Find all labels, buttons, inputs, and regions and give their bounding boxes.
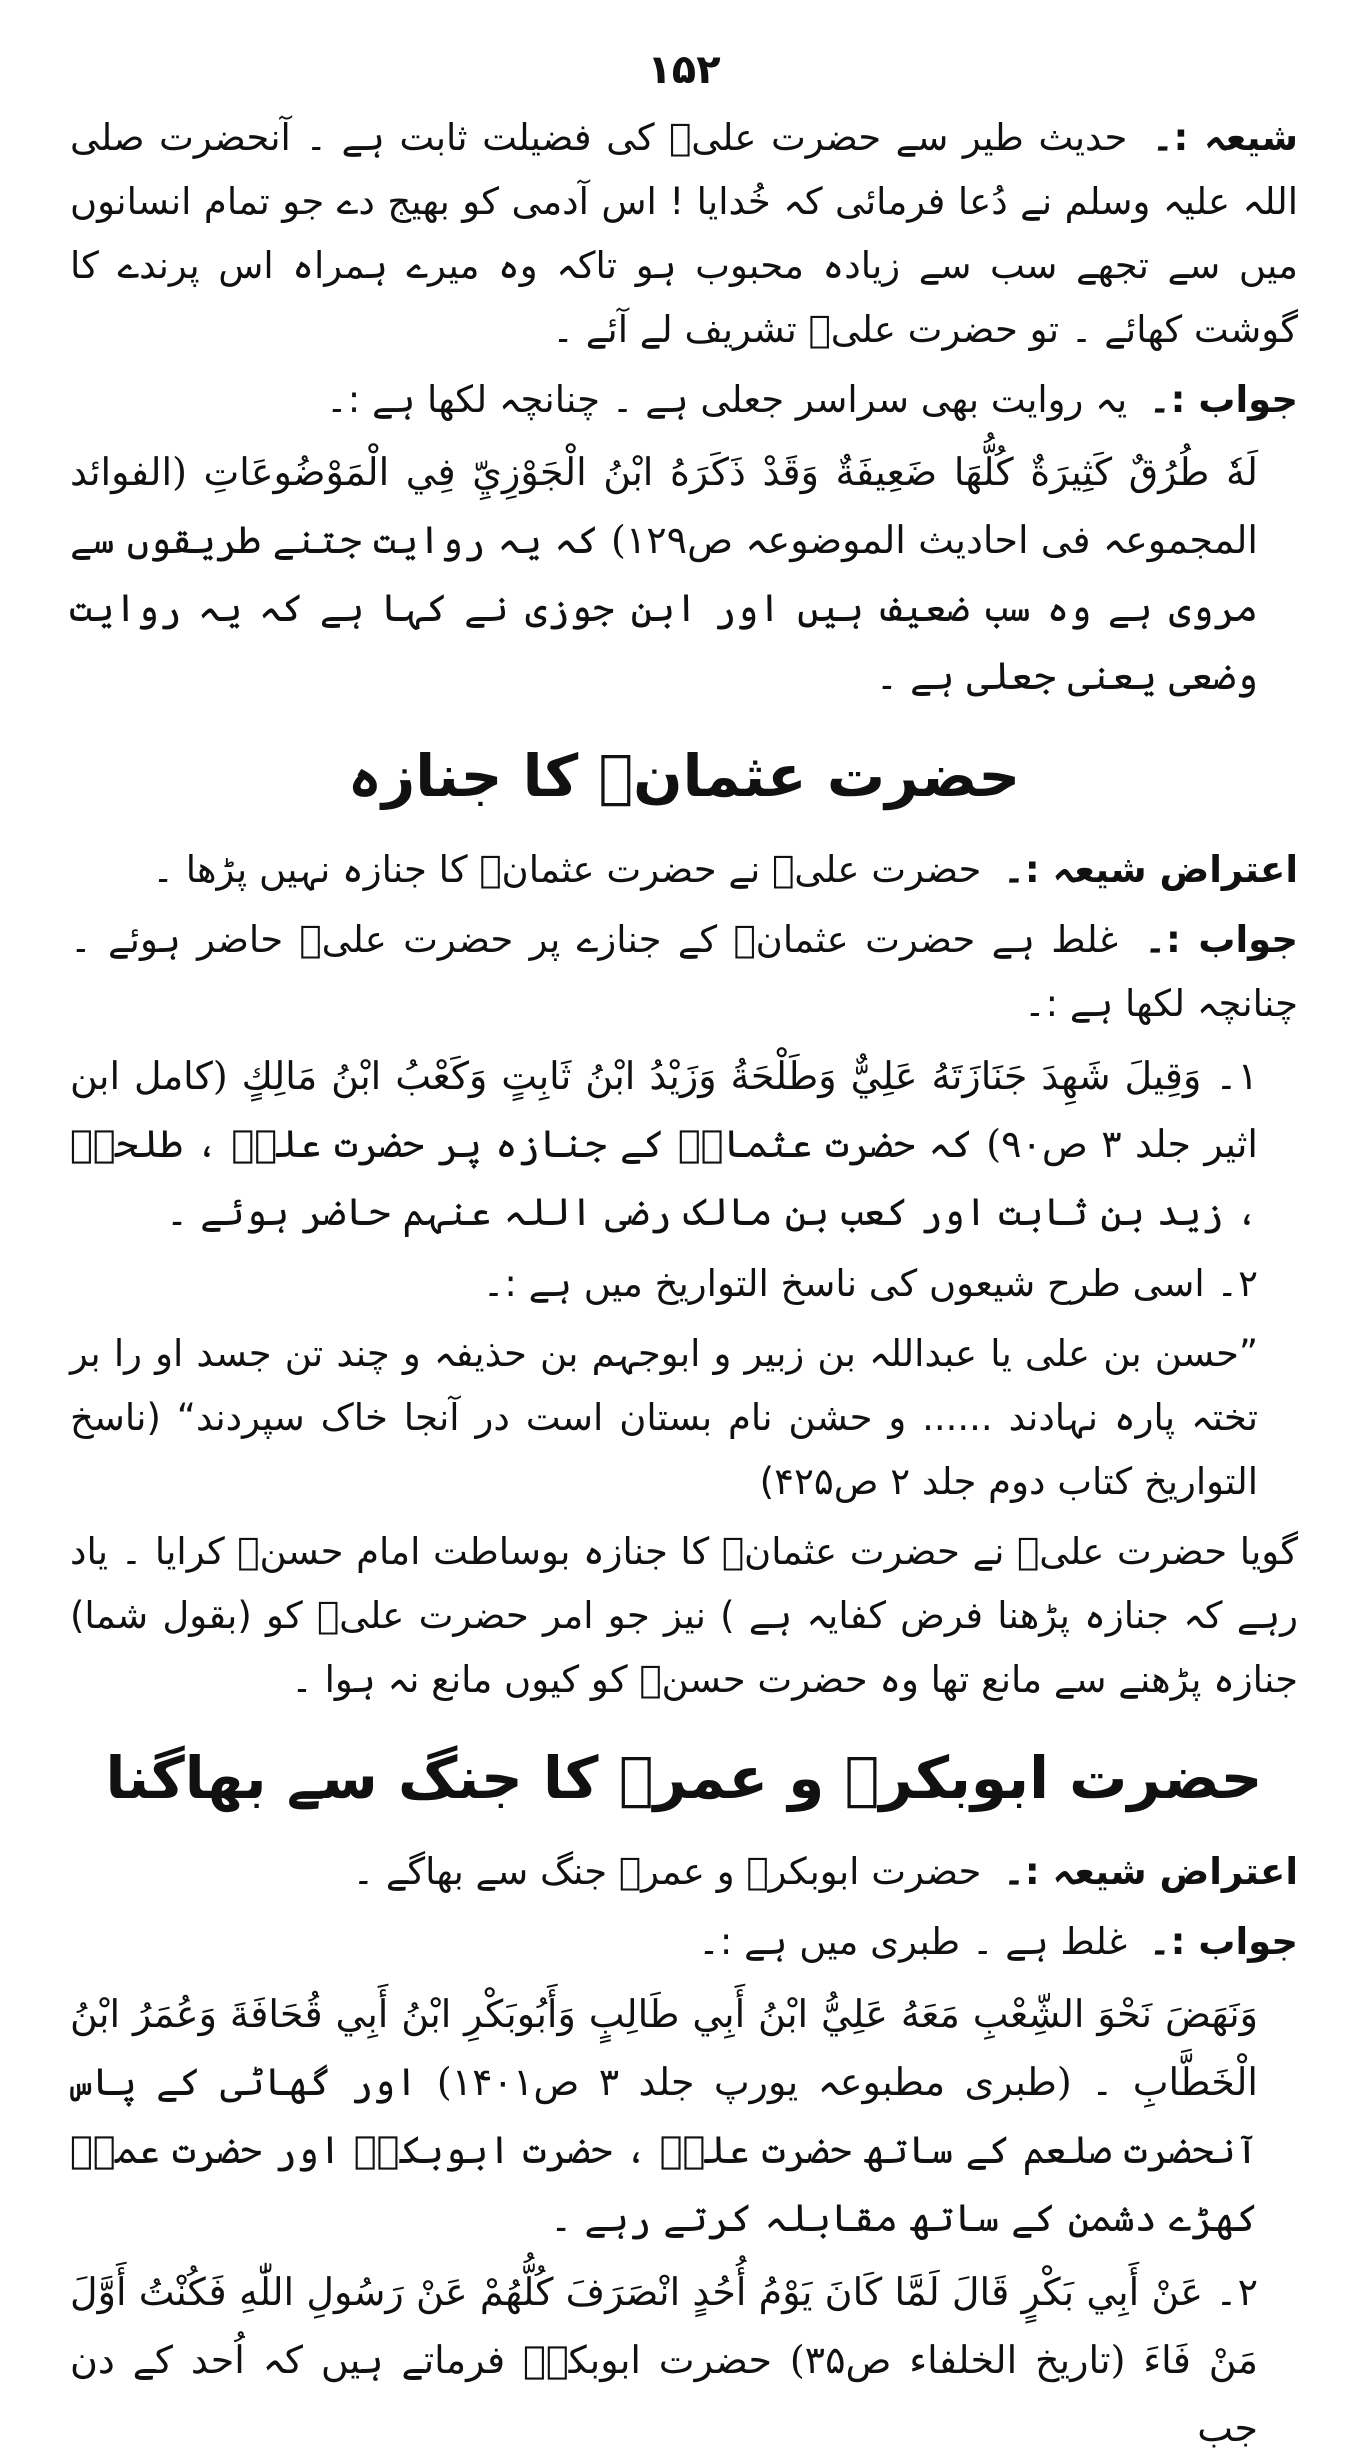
citation-text: ۔ (طبری مطبوعہ یورپ جلد ۳ ص۱۴۰۱) اور گھاٹی کے پاس آنحضرت صلعم کے ساتھ حضرت علیؓ ، حضرت ابوبکرؓ اور حضرت عمرؓ کھڑے دشمن کے ساتھ مقابلہ کرتے رہے ۔ bbox=[70, 2060, 1258, 2240]
arabic-quote-paragraph bbox=[70, 438, 1298, 710]
section-hadith-tair bbox=[70, 106, 1298, 710]
answer-paragraph bbox=[70, 908, 1298, 1036]
page-number: ۱۵۲ bbox=[647, 47, 721, 93]
answer-text: غلط ہے حضرت عثمانؓ کے جنازے پر حضرت علیؓ حاضر ہوئے ۔ چنانچہ لکھا ہے :۔ bbox=[70, 918, 1298, 1025]
objection-text: حدیث طیر سے حضرت علیؓ کی فضیلت ثابت ہے ۔ آنحضرت صلی اللہ علیہ وسلم نے دُعا فرمائی کہ خُدایا ! اس آدمی کو بھیج دے جو تمام انسانوں میں سے تجھے سب سے زیادہ محبوب ہو تاکہ وہ میرے ہمراہ اس پرندے کا گوشت کھائے ۔ تو حضرت علیؓ تشریف لے آئے ۔ bbox=[70, 116, 1298, 351]
body-paragraph: گویا حضرت علیؓ نے حضرت عثمانؓ کا جنازہ بوساطت امام حسنؓ کرایا ۔ یاد رہے کہ جنازہ پڑھنا فرض کفایہ ہے ) نیز جو امر حضرت علیؓ کو (بقول شما) جنازہ پڑھنے سے مانع تھا وہ حضرت حسنؓ کو کیوں مانع نہ ہوا ۔ bbox=[70, 1530, 1298, 1701]
section-usman-janaza bbox=[70, 838, 1298, 1712]
arabic-quote-paragraph bbox=[70, 1980, 1298, 2252]
persian-quote-paragraph: ”حسن بن علی یا عبداللہ بن زبیر و ابوجہم بن حذیفہ و چند تن جسد او را بر تختہ پارہ نہادند ...... و حشن نام بستان است در آنجا خاک سپردند“ (ناسخ التواریخ کتاب دوم جلد ۲ ص۴۲۵) bbox=[70, 1332, 1258, 1503]
objection-paragraph bbox=[70, 838, 1298, 902]
arabic-quote: ۱۔ وَقِيلَ شَهِدَ جَنَازَتَهُ عَلِيٌّ وَطَلْحَةُ وَزَيْدُ ابْنُ ثَابِتٍ وَكَعْبُ ابْنُ مَالِكٍ bbox=[241, 1054, 1258, 1098]
objection-paragraph bbox=[70, 106, 1298, 362]
answer-label: جواب :۔ bbox=[1148, 1920, 1298, 1963]
section-heading-usman-janaza: حضرت عثمانؓ کا جنازہ bbox=[347, 742, 1021, 810]
answer-text: یہ روایت بھی سراسر جعلی ہے ۔ چنانچہ لکھا ہے :۔ bbox=[326, 378, 1128, 421]
citation-text: (تاریخ الخلفاء ص۳۵) حضرت ابوبکرؓ فرماتے ہیں کہ اُحد کے دن جب bbox=[70, 2338, 1258, 2450]
objection-text: حضرت ابوبکرؓ و عمرؓ جنگ سے بھاگے ۔ bbox=[352, 1850, 982, 1893]
objection-text: حضرت علیؓ نے حضرت عثمانؓ کا جنازہ نہیں پڑھا ۔ bbox=[152, 848, 982, 891]
answer-paragraph bbox=[70, 368, 1298, 432]
section-heading-jang-se-bhagna: حضرت ابوبکرؓ و عمرؓ کا جنگ سے بھاگنا bbox=[105, 1744, 1263, 1812]
objection-label: شیعہ :۔ bbox=[1151, 116, 1299, 159]
section-jang-se-bhagna bbox=[70, 1840, 1298, 2462]
answer-text: غلط ہے ۔ طبری میں ہے :۔ bbox=[698, 1920, 1128, 1963]
arabic-quote: لَهٗ طُرُقٌ كَثِيرَةٌ كُلُّهَا ضَعِيفَةٌ وَقَدْ ذَكَرَهُ ابْنُ الْجَوْزِيِّ فِي الْمَوْضُوعَاتِ bbox=[203, 450, 1258, 494]
arabic-quote-paragraph-2 bbox=[70, 2258, 1298, 2462]
arabic-quote-paragraph bbox=[70, 1042, 1298, 1246]
answer-label: جواب :۔ bbox=[1144, 918, 1298, 961]
objection-label: اعتراض شیعہ :۔ bbox=[1003, 1850, 1298, 1893]
objection-paragraph bbox=[70, 1840, 1298, 1904]
answer-label: جواب :۔ bbox=[1148, 378, 1298, 421]
arabic-quote: ۲۔ عَنْ أَبِي بَكْرٍ قَالَ لَمَّا كَانَ يَوْمُ أُحُدٍ انْصَرَفَ كُلُّهُمْ عَنْ رَسُولِ اللّٰهِ فَكُنْتُ أَوَّلَ مَنْ فَاءَ bbox=[70, 2270, 1258, 2382]
citation-text: (کامل ابن اثیر جلد ۳ ص۹۰) کہ حضرت عثمانؓ کے جنازہ پر حضرت علیؓ ، طلحہؓ ، زید بن ثابت اور کعب بن مالک رضی اللہ عنہم حاضر ہوئے ۔ bbox=[70, 1054, 1258, 1234]
numbered-paragraph: ۲۔ اسی طرح شیعوں کی ناسخ التواریخ میں ہے :۔ bbox=[482, 1262, 1258, 1305]
arabic-quote: وَنَهَضَ نَحْوَ الشِّعْبِ مَعَهُ عَلِيُّ ابْنُ أَبِي طَالِبٍ وَأَبُوبَكْرِ ابْنُ أَبِي قُحَافَةَ وَعُمَرُ ابْنُ الْخَطَّابِ bbox=[70, 1992, 1258, 2104]
citation-text: (الفوائد المجموعہ فی احادیث الموضوعہ ص۱۲۹) کہ یہ روایت جتنے طریقوں سے مروی ہے وہ سب ضعیف ہیں اور ابن جوزی نے کہا ہے کہ یہ روایت وضعی یعنی جعلی ہے ۔ bbox=[70, 450, 1258, 698]
answer-paragraph bbox=[70, 1910, 1298, 1974]
objection-label: اعتراض شیعہ :۔ bbox=[1003, 848, 1298, 891]
